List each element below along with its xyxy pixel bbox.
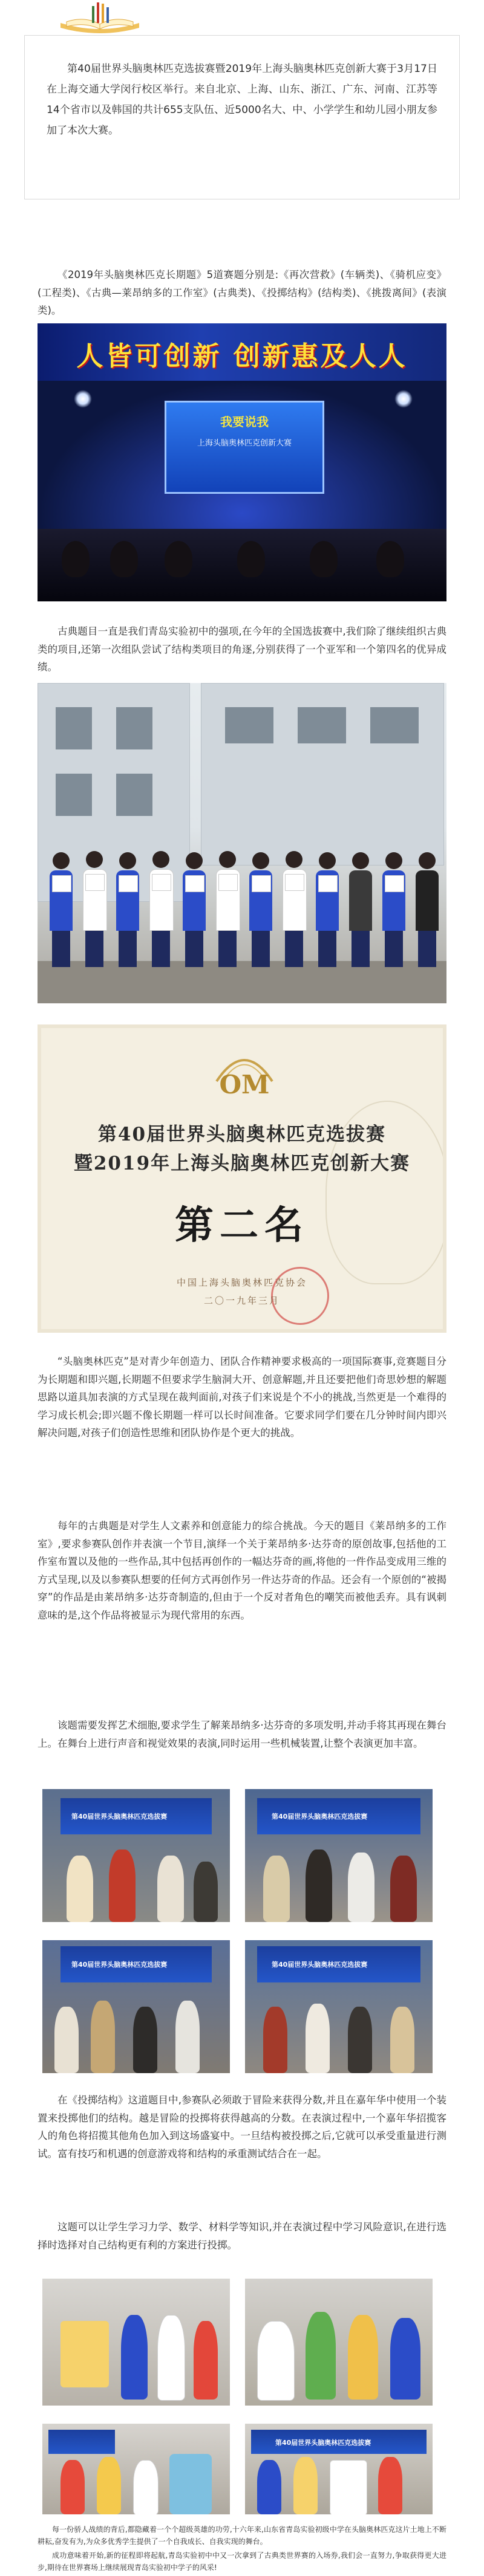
paragraph-structure-problem: 在《投掷结构》这道题目中,参赛队必须敢于冒险来获得分数,并且在嘉年华中使用一个装置来投掷他们的结构。越是冒险的投掷将获得越高的分数。在表演过程中,一个嘉年华招揽客人的角色将招揽其他角色加入到这场盛宴中。一旦结构被投掷之后,它就可以承受重量进行测试。富有技巧和机遇的创意游戏将和结构的承重测试结合在一起。 [38,2094,446,2160]
structure-photo [42,2424,230,2514]
window [56,774,92,816]
paragraph-structure-learning: 这题可以让学生学习力学、数学、材料学等知识,并在表演过程中学习风险意识,在进行选择时选择对自己结构更有利的方案进行投掷。 [38,2221,446,2251]
certificate-line-1: 第40届世界头脑奥林匹克选拔赛 [97,1124,387,1145]
paragraph-classic-problem: 每年的古典题是对学生人文素养和创意能力的综合挑战。今天的题目《莱昂纳多的工作室》,要求参赛队创作并表演一个节目,演绎一个关于莱昂纳多·达芬奇的原创故事,包括他的工作室布置以及他的一些作品,其中包括再创作的一幅达芬奇的画,将他的一件作品变成用三维的方式呈现,以及以参赛队想要的任何方式再创作另一件达芬奇的作品。还会有一个原创的“被揭穿”的作品是由莱昂纳多·达芬奇制造的,但由于一个反对者角色的嘲笑而被他丢弃。具有讽刺意味的是,这个作品将被显示为现代常用的东西。 [38,1520,446,1621]
audience-head [165,541,192,577]
team-member [283,851,306,967]
audience-head [310,541,338,577]
slogan-text: 人皆可创新 创新惠及人人 [76,341,408,372]
team-member [83,851,106,967]
intro-paragraph: 第40届世界头脑奥林匹克选拔赛暨2019年上海头脑奥林匹克创新大赛于3月17日在上海交通大学闵行校区举行。来自北京、上海、山东、浙江、广东、河南、江苏等14个省市以及韩国的共计655支队伍、近5000名大、中、小学学生和幼儿园小朋友参加了本次大赛。 [47,63,437,137]
certificate-issuer: 中国上海头脑奥林匹克协会 [176,1277,307,1288]
performance-photo: 第40届世界头脑奥林匹克选拔赛 [245,1789,433,1922]
audience-head [110,541,138,577]
screen-subtitle: 上海头脑奥林匹克创新大赛 [197,439,292,448]
ground [38,961,446,1003]
window [298,707,346,743]
window [116,774,152,816]
team-member [183,852,206,967]
screen-title: 我要说我 [220,415,269,429]
team-member [349,852,372,967]
team-group-photo [38,683,446,1003]
team-member [216,851,239,967]
window [370,707,419,743]
paragraph-achievement: 每一份骄人战绩的背后,都隐藏着一个个超级英雄的功劳,十六年来,山东省青岛实验初级中学在头脑奥林匹克这片土地上不断耕耘,奋发有为,为众多优秀学生提供了一个自我成长、自我实现的舞台。 [38,2525,446,2546]
performance-photo: 第40届世界头脑奥林匹克选拔赛 [245,1940,433,2073]
competition-stage-photo [38,323,446,601]
team-member [116,852,139,967]
stage-light [74,390,92,408]
open-book-icon [54,0,145,36]
paragraph-results: 古典题目一直是我们青岛实验初中的强项,在今年的全国选拔赛中,我们除了继续组织古典类的项目,还第一次组队尝试了结构类项目的角逐,分别获得了一个亚军和一个第四名的优异成绩。 [38,626,446,673]
audience-head [62,541,90,577]
team-member [416,852,439,967]
structure-photo: 第40届世界头脑奥林匹克选拔赛 [245,2424,433,2514]
team-member [382,852,405,967]
award-certificate [38,1024,446,1333]
audience-head [376,541,404,577]
performance-photo: 第40届世界头脑奥林匹克选拔赛 [42,1940,230,2073]
team-member [50,852,73,967]
slogan-banner [38,323,446,381]
team-member [316,852,339,967]
svg-text:OM: OM [219,1070,270,1099]
stage-screen [165,401,324,494]
window [56,707,92,749]
certificate-line-2: 暨2019年上海头脑奥林匹克创新大赛 [73,1153,411,1174]
intro-card [24,35,460,199]
certificate-date: 二〇一九年三月 [203,1295,280,1306]
paragraph-art: 该题需要发挥艺术细胞,要求学生了解莱昂纳多·达芬奇的多项发明,并动手将其再现在舞台上。在舞台上进行声音和视觉效果的表演,同时运用一些机械装置,让整个表演更加丰富。 [38,1720,446,1749]
window [116,707,152,749]
certificate-award: 第二名 [175,1203,309,1248]
window [225,707,273,743]
performance-photo: 第40届世界头脑奥林匹克选拔赛 [42,1789,230,1922]
team-member [149,851,172,967]
paragraph-om-intro: “头脑奥林匹克”是对青少年创造力、团队合作精神要求极高的一项国际赛事,竞赛题目分为长期题和即兴题,长期题不但要求学生脑洞大开、创意解题,并且还要把他们奇思妙想的解题思路以道具加表演的方式呈现在裁判面前,对孩子们来说是个不小的挑战,当然更是一个难得的学习成长机会;即兴题不像长期题一样可以长时间准备。它要求同学们要在几分钟时间内即兴解决问题,对孩子们创造性思维和团队协作是个更大的挑战。 [38,1356,446,1438]
paragraph-topics: 《2019年头脑奥林匹克长期题》5道赛题分别是:《再次营救》(车辆类)、《骑机应变》(工程类)、《古典—莱昂纳多的工作室》(古典类)、《投掷结构》(结构类)、《挑拨离间》(表演类)。 [38,269,446,316]
audience-head [237,541,265,577]
om-logo-icon [211,1045,278,1102]
structure-photo [245,2279,433,2406]
paragraph-outlook: 成功意味着开始,新的征程即将起航,青岛实验初中中又一次拿到了古典类世界赛的入场券,我们会一直努力,争取获得更大进步,期待在世界赛场上继续展现青岛实验初中学子的风采! [38,2551,446,2572]
stage-light [394,390,413,408]
structure-photo [42,2279,230,2406]
team-member [249,852,272,967]
